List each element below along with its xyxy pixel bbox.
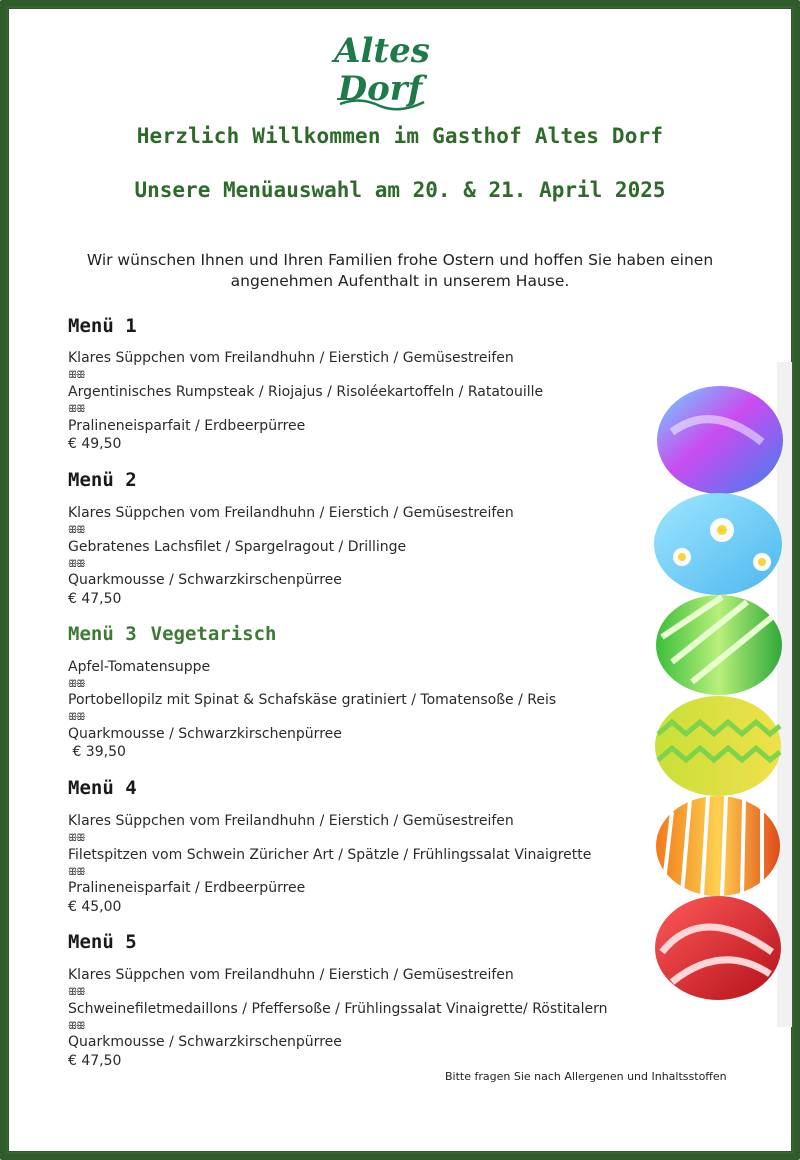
menu-title-text: Menü 4	[68, 777, 137, 799]
intro-line-1: Wir wünschen Ihnen und Ihren Familien frohe Ostern und hoffen Sie haben einen	[86, 251, 714, 269]
menu-1-title	[68, 315, 137, 337]
easter-eggs-illustration	[652, 362, 792, 1027]
menu-2-title	[68, 469, 137, 491]
menu-1-price: € 49,50	[68, 436, 122, 452]
intro-line-2: angenehmen Aufenthalt in unserem Hause.	[230, 272, 570, 290]
menu-5-title	[68, 931, 137, 953]
ornament-divider: ꕥꕥ	[68, 867, 85, 878]
menu-4-price: € 45,00	[68, 899, 122, 915]
menu-1-course-3: Pralineneisparfait / Erdbeerpürree	[68, 418, 306, 434]
egg-green-stripes	[656, 595, 782, 695]
menu-4-course-2: Filetspitzen vom Schwein Züricher Art / Spätzle / Frühlingssalat Vinaigrette	[68, 847, 592, 863]
ornament-divider: ꕥꕥ	[68, 833, 85, 844]
menu-3-course-3: Quarkmousse / Schwarzkirschenpürree	[68, 726, 342, 742]
ornament-divider: ꕥꕥ	[68, 370, 85, 381]
allergen-note: Bitte fragen Sie nach Allergenen und Inhaltsstoffen	[445, 1070, 727, 1083]
page-title: Herzlich Willkommen im Gasthof Altes Dorf	[136, 124, 664, 148]
menu-3-course-1: Apfel-Tomatensuppe	[68, 659, 211, 675]
logo-text-altes: Altes	[334, 31, 430, 71]
egg-blue-flowers	[654, 493, 782, 595]
menu-4-course-3: Pralineneisparfait / Erdbeerpürree	[68, 880, 306, 896]
menu-2-price: € 47,50	[68, 591, 122, 607]
page-subtitle: Unsere Menüauswahl am 20. & 21. April 2025	[134, 178, 666, 202]
menu-5-course-1: Klares Süppchen vom Freilandhuhn / Eierstich / Gemüsestreifen	[68, 967, 514, 983]
menu-title-text: Menü 3	[68, 623, 137, 645]
menu-1-course-1: Klares Süppchen vom Freilandhuhn / Eierstich / Gemüsestreifen	[68, 350, 514, 366]
menu-4-course-1: Klares Süppchen vom Freilandhuhn / Eierstich / Gemüsestreifen	[68, 813, 514, 829]
ornament-divider: ꕥꕥ	[68, 1021, 85, 1032]
egg-yellow-zigzag	[655, 696, 781, 796]
menu-2-course-1: Klares Süppchen vom Freilandhuhn / Eierstich / Gemüsestreifen	[68, 505, 514, 521]
menu-5-course-2: Schweinefiletmedaillons / Pfeffersoße / Frühlingssalat Vinaigrette/ Röstitalern	[68, 1001, 608, 1017]
menu-title-text: Menü 2	[68, 469, 137, 491]
menu-5-course-3: Quarkmousse / Schwarzkirschenpürree	[68, 1034, 342, 1050]
menu-2-course-3: Quarkmousse / Schwarzkirschenpürree	[68, 572, 342, 588]
ornament-divider: ꕥꕥ	[68, 679, 85, 690]
logo-text-dorf: Dorf	[337, 69, 423, 109]
ornament-divider: ꕥꕥ	[68, 987, 85, 998]
menu-3-price: € 39,50	[68, 744, 126, 760]
menu-5-price: € 47,50	[68, 1053, 122, 1069]
egg-pink-blue	[657, 386, 783, 494]
ornament-divider: ꕥꕥ	[68, 525, 85, 536]
menu-3-subtitle: Vegetarisch	[150, 623, 277, 645]
menu-4-title	[68, 777, 137, 799]
menu-1-course-2: Argentinisches Rumpsteak / Riojajus / Risoléekartoffeln / Ratatouille	[68, 384, 544, 400]
menu-title-text: Menü 5	[68, 931, 137, 953]
intro-text	[60, 250, 740, 292]
ornament-divider: ꕥꕥ	[68, 404, 85, 415]
menu-2-course-2: Gebratenes Lachsfilet / Spargelragout / Drillinge	[68, 539, 407, 555]
menu-3-title	[68, 623, 276, 645]
menu-3-course-2: Portobellopilz mit Spinat & Schafskäse gratiniert / Tomatensoße / Reis	[68, 692, 557, 708]
altes-dorf-logo	[320, 22, 440, 112]
menu-title-text: Menü 1	[68, 315, 137, 337]
ornament-divider: ꕥꕥ	[68, 559, 85, 570]
ornament-divider: ꕥꕥ	[68, 712, 85, 723]
